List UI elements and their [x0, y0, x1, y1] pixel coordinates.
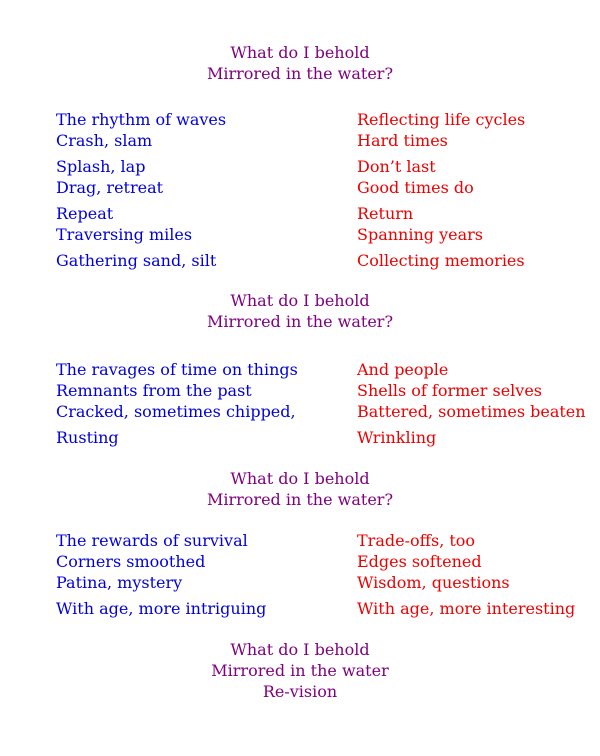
poem-line: Spanning years [357, 225, 484, 244]
poem-line: Traversing miles [56, 225, 193, 244]
poem-line: Don’t last [357, 157, 436, 176]
poem-line: Wisdom, questions [357, 573, 510, 592]
poem-line: Shells of former selves [357, 381, 542, 400]
poem-line: Gathering sand, silt [56, 251, 217, 270]
poem-line: Trade-offs, too [357, 531, 476, 550]
poem-line: Wrinkling [357, 428, 437, 447]
stanza-2-left-column [56, 359, 298, 448]
poem-line: The ravages of time on things [56, 360, 298, 379]
poem-line: With age, more interesting [357, 599, 576, 618]
poem-line: The rewards of survival [56, 531, 248, 550]
poem-line: Crash, slam [56, 131, 153, 150]
poem-line: Rusting [56, 428, 119, 447]
poem-line: Good times do [357, 178, 474, 197]
refrain-line-3: Re-vision [262, 682, 338, 701]
poem-line: Patina, mystery [56, 573, 183, 592]
poem-line: The rhythm of waves [56, 110, 227, 129]
refrain-line-2: Mirrored in the water [211, 661, 389, 680]
poem-line: Splash, lap [56, 157, 146, 176]
refrain-line-1: What do I behold [230, 43, 370, 62]
refrain-line-1: What do I behold [230, 640, 370, 659]
refrain-line-1: What do I behold [230, 469, 370, 488]
poem-line: Remnants from the past [56, 381, 252, 400]
refrain-1 [0, 42, 600, 84]
poem-line: Collecting memories [357, 251, 525, 270]
poem-line: And people [357, 360, 449, 379]
poem-line: With age, more intriguing [56, 599, 267, 618]
poem-line: Cracked, sometimes chipped, [56, 402, 296, 421]
stanza-1-left-column [56, 109, 226, 271]
refrain-2 [0, 290, 600, 332]
stanza-2-right-column [357, 359, 586, 448]
poem-line: Return [357, 204, 414, 223]
poem-line: Drag, retreat [56, 178, 164, 197]
stanza-3-right-column [357, 530, 575, 619]
poem-line: Reflecting life cycles [357, 110, 526, 129]
refrain-line-2: Mirrored in the water? [206, 312, 394, 331]
poem-line: Battered, sometimes beaten [357, 402, 586, 421]
refrain-line-2: Mirrored in the water? [206, 490, 394, 509]
refrain-line-1: What do I behold [230, 291, 370, 310]
refrain-line-2: Mirrored in the water? [206, 64, 394, 83]
stanza-1-right-column [357, 109, 525, 271]
refrain-3 [0, 468, 600, 510]
poem-line: Edges softened [357, 552, 482, 571]
stanza-3-left-column [56, 530, 266, 619]
poem-line: Corners smoothed [56, 552, 206, 571]
poem-line: Hard times [357, 131, 448, 150]
final-refrain [0, 639, 600, 702]
poem-line: Repeat [56, 204, 114, 223]
